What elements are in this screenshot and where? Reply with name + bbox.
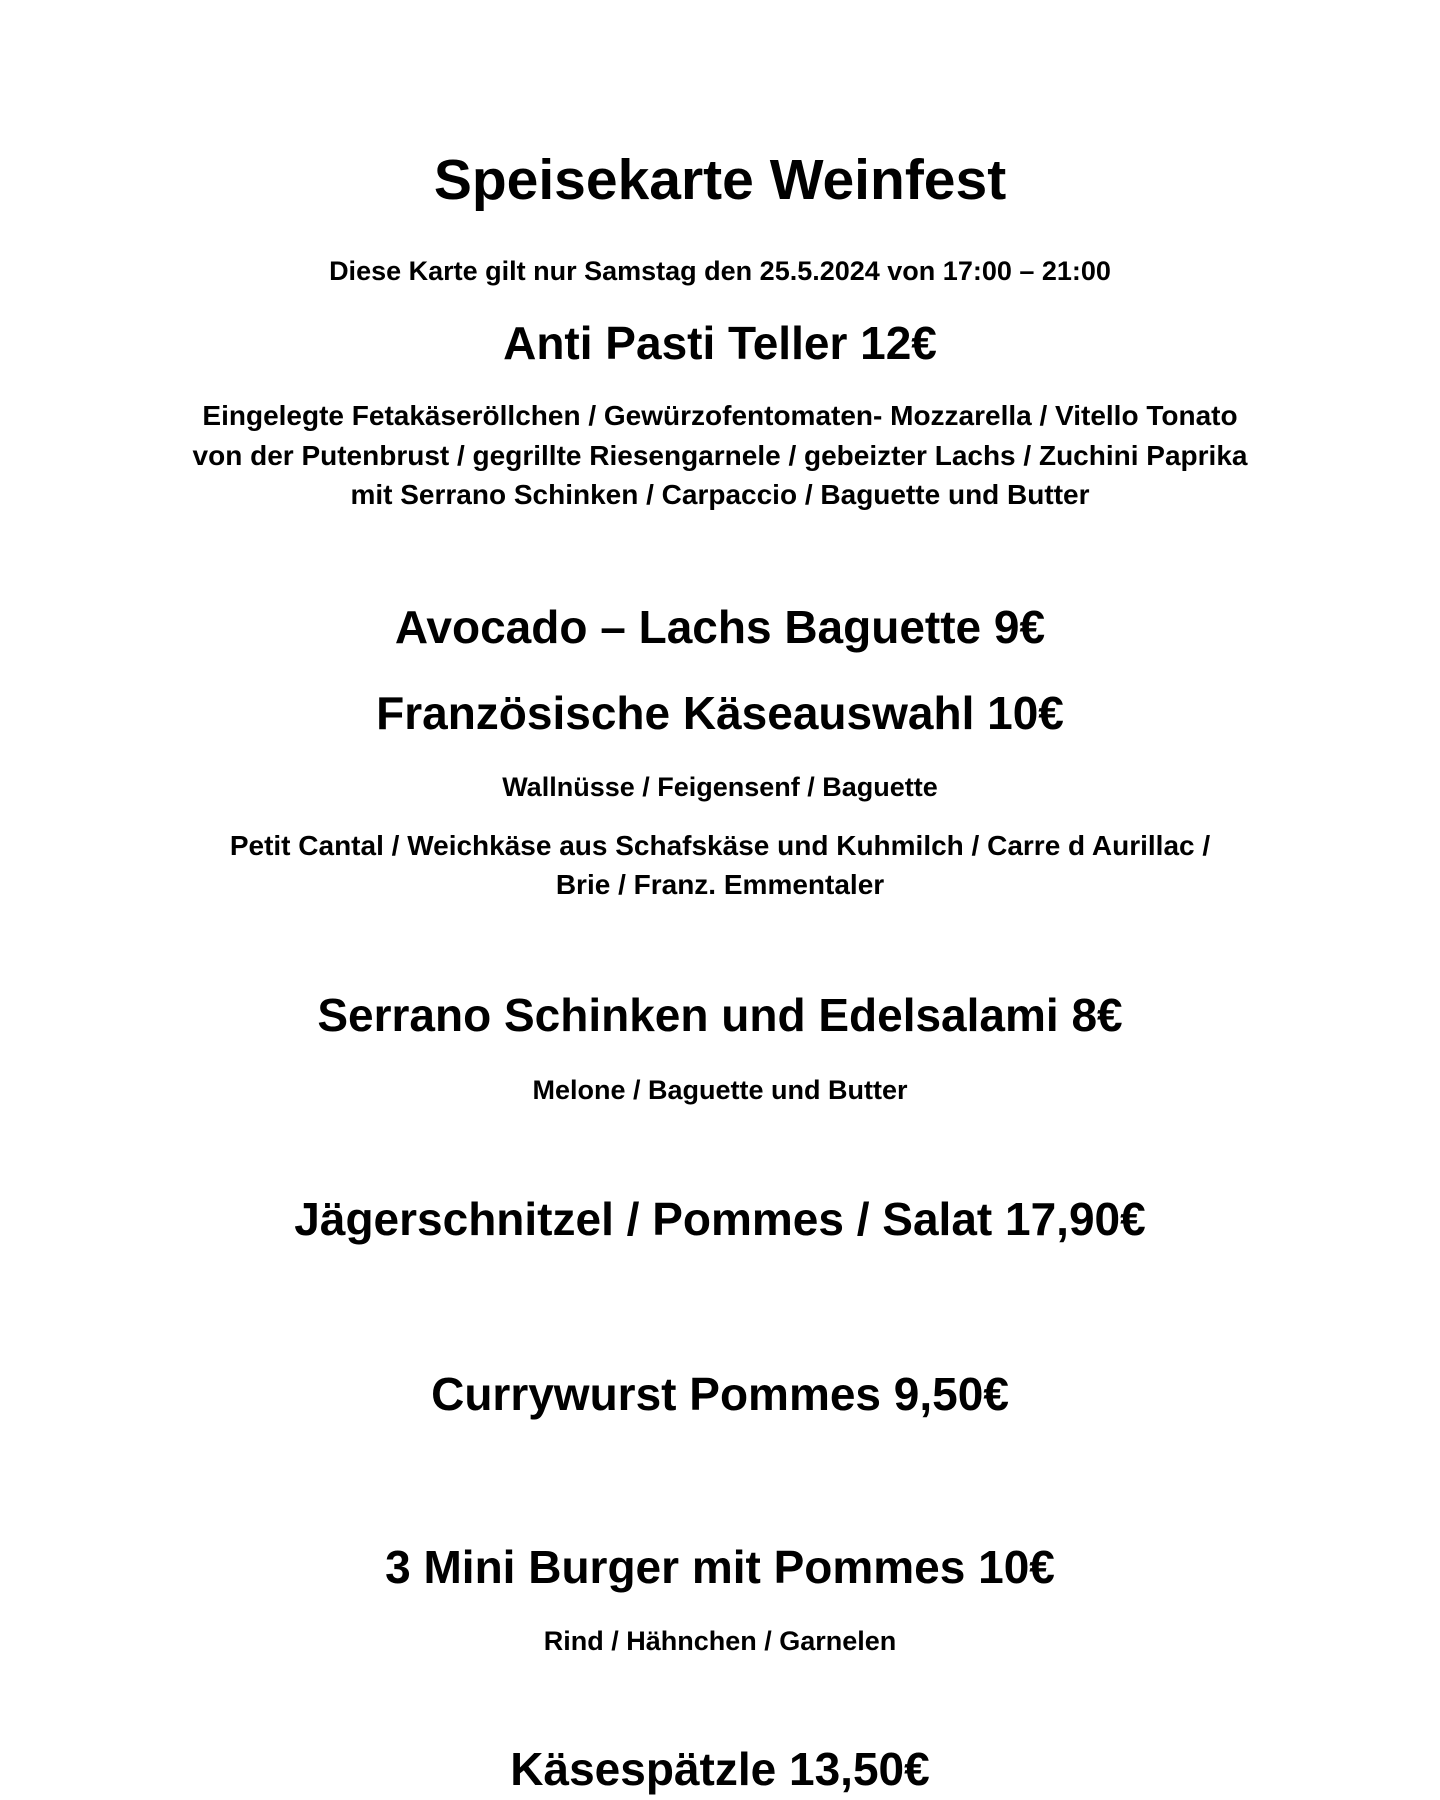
dish-name: Anti Pasti Teller 12€ xyxy=(503,317,937,369)
dish-name: Currywurst Pommes 9,50€ xyxy=(431,1368,1009,1420)
dish-name: 3 Mini Burger mit Pommes 10€ xyxy=(385,1541,1055,1593)
dish-name: Jägerschnitzel / Pommes / Salat 17,90€ xyxy=(294,1193,1146,1245)
dish-sides: Wallnüsse / Feigensenf / Baguette xyxy=(502,772,938,802)
dish-description: Brie / Franz. Emmentaler xyxy=(555,869,885,900)
dish-description: Petit Cantal / Weichkäse aus Schafskäse und Kuhmilch / Carre d Aurillac / xyxy=(229,830,1211,861)
dish-description: Eingelegte Fetakäseröllchen / Gewürzofentomaten- Mozzarella / Vitello Tonato xyxy=(202,400,1238,431)
menu-validity-note: Diese Karte gilt nur Samstag den 25.5.2024 von 17:00 – 21:00 xyxy=(329,256,1111,286)
dish-description: von der Putenbrust / gegrillte Riesengarnele / gebeizter Lachs / Zuchini Paprika xyxy=(192,440,1248,471)
dish-name: Französische Käseauswahl 10€ xyxy=(376,687,1064,739)
dish-name: Serrano Schinken und Edelsalami 8€ xyxy=(317,989,1123,1041)
dish-name: Avocado – Lachs Baguette 9€ xyxy=(394,601,1046,653)
dish-name: Käsespätzle 13,50€ xyxy=(510,1743,930,1795)
dish-sides: Melone / Baguette und Butter xyxy=(532,1075,908,1105)
menu-title: Speisekarte Weinfest xyxy=(433,148,1007,212)
dish-sides: Rind / Hähnchen / Garnelen xyxy=(543,1626,897,1656)
dish-description: mit Serrano Schinken / Carpaccio / Baguette und Butter xyxy=(350,479,1090,510)
